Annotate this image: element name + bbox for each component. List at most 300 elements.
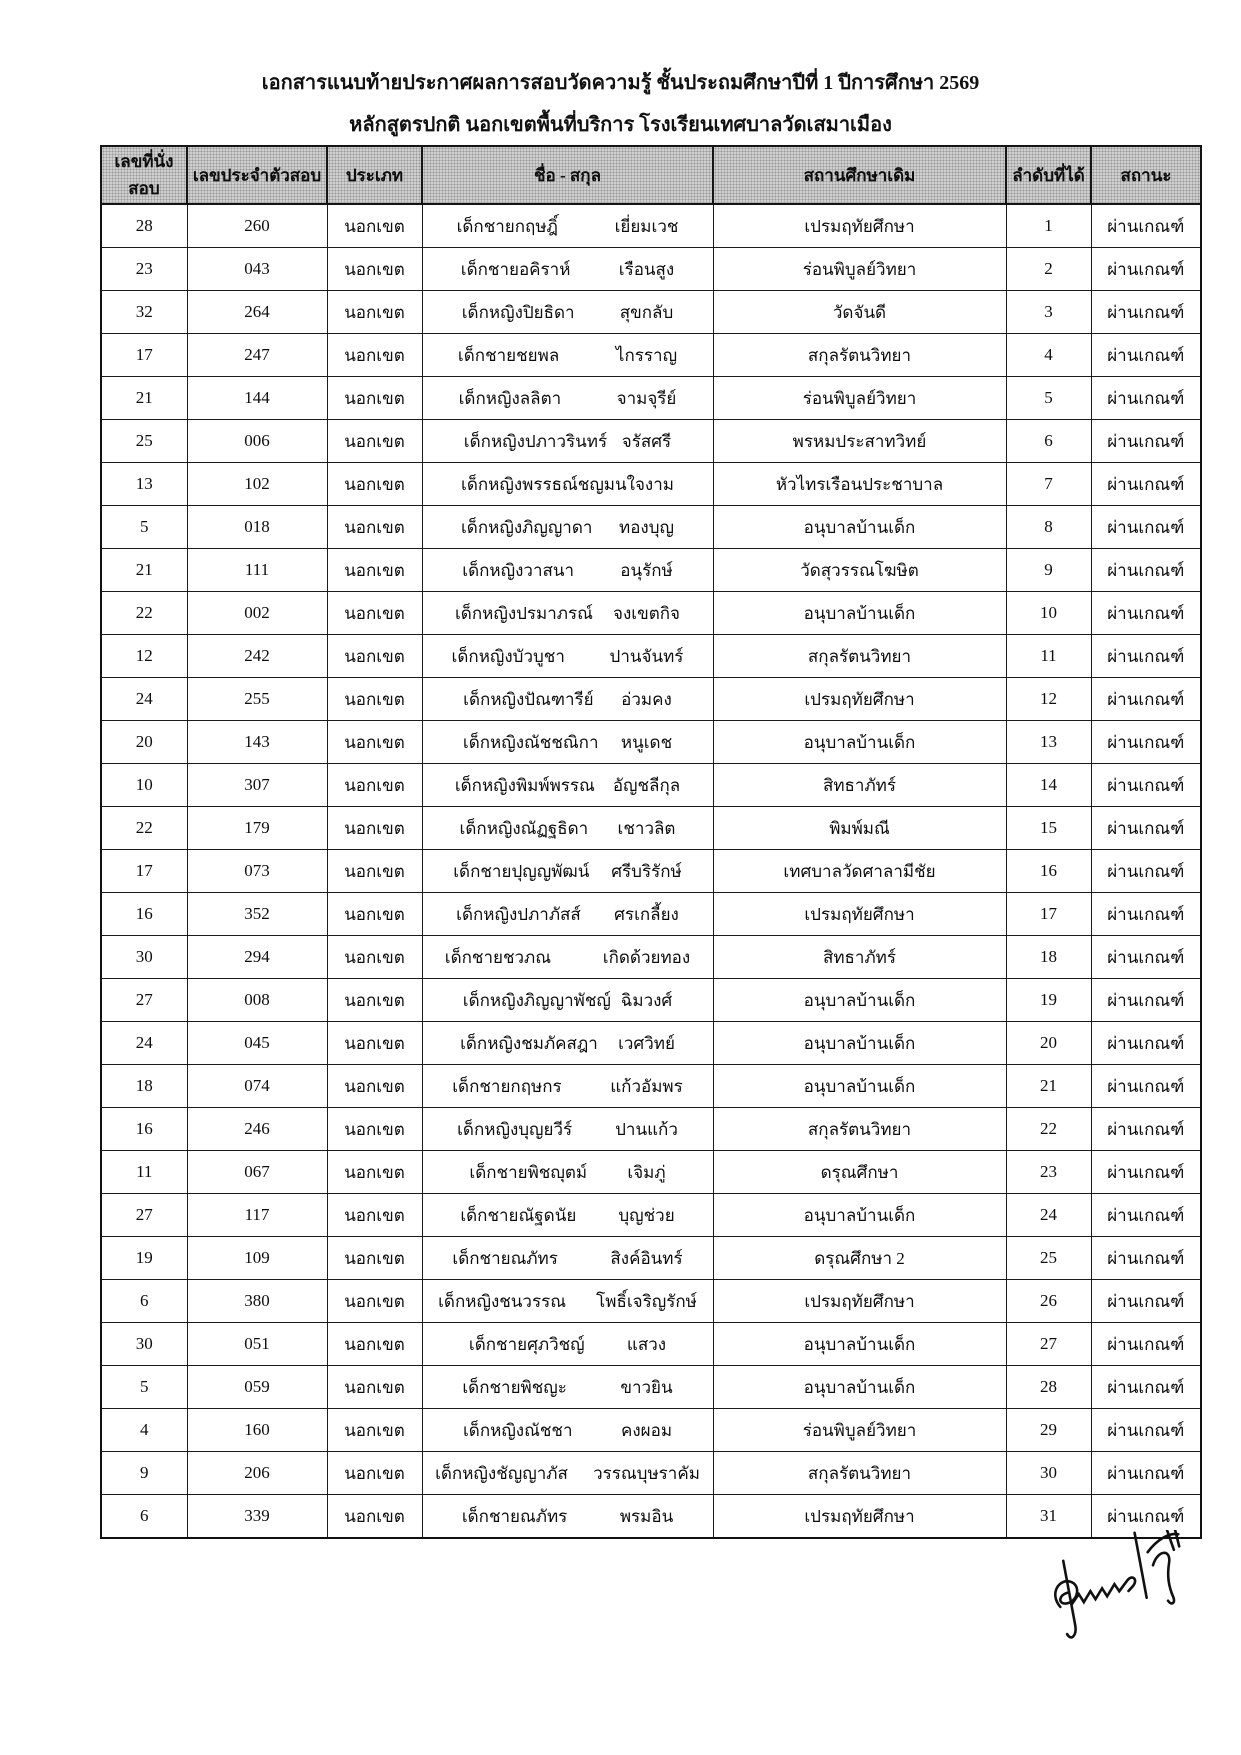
status-cell: ผ่านเกณฑ์	[1091, 463, 1201, 506]
first-name: เด็กหญิงชมภัคสฎา	[460, 1033, 598, 1053]
header-rank: ลำดับที่ได้	[1006, 146, 1091, 204]
exam-id-cell: 074	[187, 1065, 327, 1108]
first-name: เด็กหญิงณัชชา	[462, 1420, 573, 1440]
last-name: อนุรักษ์	[620, 560, 673, 580]
exam-id-cell: 117	[187, 1194, 327, 1237]
last-name: จามจุรีย์	[616, 388, 677, 408]
former-school-cell: อนุบาลบ้านเด็ก	[713, 592, 1006, 635]
table-row	[101, 721, 1201, 764]
exam-id-cell: 144	[187, 377, 327, 420]
status-cell: ผ่านเกณฑ์	[1091, 549, 1201, 592]
last-name: เชาวลิต	[617, 818, 676, 838]
first-name: เด็กชายกฤษฎิ์	[456, 216, 558, 236]
header-exam-id: เลขประจำตัวสอบ	[187, 146, 327, 204]
exam-id-cell: 111	[187, 549, 327, 592]
name-cell	[422, 678, 713, 721]
status-cell: ผ่านเกณฑ์	[1091, 248, 1201, 291]
status-cell: ผ่านเกณฑ์	[1091, 1452, 1201, 1495]
seat-number-cell: 32	[101, 291, 187, 334]
former-school-cell: อนุบาลบ้านเด็ก	[713, 506, 1006, 549]
rank-cell: 19	[1006, 979, 1091, 1022]
rank-cell: 8	[1006, 506, 1091, 549]
header-type: ประเภท	[327, 146, 422, 204]
last-name: อ่วมคง	[621, 689, 672, 709]
name-cell	[422, 893, 713, 936]
rank-cell: 9	[1006, 549, 1091, 592]
name-cell	[422, 204, 713, 248]
rank-cell: 10	[1006, 592, 1091, 635]
exam-id-cell: 255	[187, 678, 327, 721]
rank-cell: 12	[1006, 678, 1091, 721]
last-name: ศรีบริรักษ์	[611, 861, 682, 881]
page-subtitle: หลักสูตรปกติ นอกเขตพื้นที่บริการ โรงเรียนเทศบาลวัดเสมาเมือง	[349, 114, 892, 136]
first-name: เด็กหญิงณัฏฐธิดา	[459, 818, 589, 838]
seat-number-cell: 12	[101, 635, 187, 678]
table-row	[101, 1366, 1201, 1409]
type-cell: นอกเขต	[327, 549, 422, 592]
first-name: เด็กชายชยพล	[457, 345, 560, 365]
type-cell: นอกเขต	[327, 592, 422, 635]
first-name: เด็กหญิงบุญยวีร์	[457, 1119, 573, 1139]
exam-id-cell: 160	[187, 1409, 327, 1452]
former-school-cell: พิมพ์มณี	[713, 807, 1006, 850]
rank-cell: 27	[1006, 1323, 1091, 1366]
exam-id-cell: 339	[187, 1495, 327, 1539]
last-name: สุขกลับ	[619, 302, 674, 322]
last-name: เกิดด้วยทอง	[602, 947, 691, 967]
first-name: เด็กหญิงชนวรรณ	[438, 1291, 566, 1311]
last-name: ปานแก้ว	[615, 1119, 678, 1139]
table-row	[101, 1237, 1201, 1280]
seat-number-cell: 11	[101, 1151, 187, 1194]
former-school-cell: สิทธาภัทร์	[713, 764, 1006, 807]
results-table-body	[101, 204, 1201, 1538]
exam-id-cell: 006	[187, 420, 327, 463]
last-name: อัญชลีกุล	[612, 775, 681, 795]
former-school-cell: สกุลรัตนวิทยา	[713, 635, 1006, 678]
table-row	[101, 506, 1201, 549]
last-name: จรัสศรี	[621, 431, 672, 451]
rank-cell: 14	[1006, 764, 1091, 807]
type-cell: นอกเขต	[327, 463, 422, 506]
rank-cell: 28	[1006, 1366, 1091, 1409]
exam-id-cell: 109	[187, 1237, 327, 1280]
status-cell: ผ่านเกณฑ์	[1091, 1194, 1201, 1237]
table-row	[101, 1151, 1201, 1194]
first-name: เด็กหญิงลลิตา	[458, 388, 562, 408]
type-cell: นอกเขต	[327, 1237, 422, 1280]
former-school-cell: เปรมฤทัยศึกษา	[713, 204, 1006, 248]
last-name: เรือนสูง	[618, 259, 675, 279]
status-cell: ผ่านเกณฑ์	[1091, 721, 1201, 764]
seat-number-cell: 6	[101, 1495, 187, 1539]
table-row	[101, 1452, 1201, 1495]
seat-number-cell: 24	[101, 1022, 187, 1065]
first-name: เด็กหญิงภิญญาดา	[461, 517, 593, 537]
exam-id-cell: 051	[187, 1323, 327, 1366]
exam-id-cell: 242	[187, 635, 327, 678]
header-seat-number: เลขที่นั่งสอบ	[101, 146, 187, 204]
rank-cell: 22	[1006, 1108, 1091, 1151]
first-name: เด็กหญิงภิญญาพัชญ์	[462, 990, 611, 1010]
seat-number-cell: 30	[101, 936, 187, 979]
name-cell	[422, 936, 713, 979]
rank-cell: 3	[1006, 291, 1091, 334]
former-school-cell: ดรุณศึกษา	[713, 1151, 1006, 1194]
seat-number-cell: 22	[101, 592, 187, 635]
exam-id-cell: 247	[187, 334, 327, 377]
header-status: สถานะ	[1091, 146, 1201, 204]
table-row	[101, 850, 1201, 893]
rank-cell: 29	[1006, 1409, 1091, 1452]
type-cell: นอกเขต	[327, 936, 422, 979]
header-former-school: สถานศึกษาเดิม	[713, 146, 1006, 204]
seat-number-cell: 21	[101, 377, 187, 420]
exam-id-cell: 294	[187, 936, 327, 979]
seat-number-cell: 9	[101, 1452, 187, 1495]
first-name: เด็กชายอคิราห์	[460, 259, 571, 279]
type-cell: นอกเขต	[327, 506, 422, 549]
former-school-cell: อนุบาลบ้านเด็ก	[713, 1194, 1006, 1237]
first-name: เด็กชายพิชญุตม์	[469, 1162, 588, 1182]
name-cell	[422, 506, 713, 549]
name-cell	[422, 721, 713, 764]
name-cell	[422, 807, 713, 850]
status-cell: ผ่านเกณฑ์	[1091, 420, 1201, 463]
table-row	[101, 1022, 1201, 1065]
type-cell: นอกเขต	[327, 807, 422, 850]
name-cell	[422, 635, 713, 678]
name-cell	[422, 1151, 713, 1194]
type-cell: นอกเขต	[327, 248, 422, 291]
seat-number-cell: 17	[101, 850, 187, 893]
name-cell	[422, 764, 713, 807]
exam-id-cell: 045	[187, 1022, 327, 1065]
last-name: เจิมภู่	[627, 1162, 666, 1182]
first-name: เด็กหญิงปภาวรินทร์	[463, 431, 608, 451]
former-school-cell: พรหมประสาทวิทย์	[713, 420, 1006, 463]
former-school-cell: หัวไทรเรือนประชาบาล	[713, 463, 1006, 506]
status-cell: ผ่านเกณฑ์	[1091, 334, 1201, 377]
name-cell	[422, 248, 713, 291]
rank-cell: 13	[1006, 721, 1091, 764]
first-name: เด็กหญิงณัชชณิกา	[462, 732, 599, 752]
former-school-cell: อนุบาลบ้านเด็ก	[713, 1366, 1006, 1409]
table-row	[101, 635, 1201, 678]
rank-cell: 17	[1006, 893, 1091, 936]
rank-cell: 24	[1006, 1194, 1091, 1237]
rank-cell: 6	[1006, 420, 1091, 463]
table-row	[101, 204, 1201, 248]
seat-number-cell: 5	[101, 1366, 187, 1409]
name-cell	[422, 1495, 713, 1539]
type-cell: นอกเขต	[327, 764, 422, 807]
exam-id-cell: 018	[187, 506, 327, 549]
table-row	[101, 463, 1201, 506]
type-cell: นอกเขต	[327, 1151, 422, 1194]
rank-cell: 15	[1006, 807, 1091, 850]
first-name: เด็กชายกฤษกร	[452, 1076, 562, 1096]
rank-cell: 31	[1006, 1495, 1091, 1539]
rank-cell: 2	[1006, 248, 1091, 291]
first-name: เด็กหญิงพิมพ์พรรณ	[454, 775, 595, 795]
name-cell	[422, 1366, 713, 1409]
last-name: ปานจันทร์	[609, 646, 684, 666]
exam-id-cell: 246	[187, 1108, 327, 1151]
rank-cell: 1	[1006, 204, 1091, 248]
exam-id-cell: 008	[187, 979, 327, 1022]
last-name: เยี่ยมเวช	[614, 216, 679, 236]
name-cell	[422, 1452, 713, 1495]
name-cell	[422, 1409, 713, 1452]
former-school-cell: อนุบาลบ้านเด็ก	[713, 979, 1006, 1022]
type-cell: นอกเขต	[327, 204, 422, 248]
former-school-cell: เทศบาลวัดศาลามีชัย	[713, 850, 1006, 893]
exam-id-cell: 073	[187, 850, 327, 893]
type-cell: นอกเขต	[327, 1022, 422, 1065]
exam-id-cell: 067	[187, 1151, 327, 1194]
last-name: จงเขตกิจ	[613, 603, 680, 623]
status-cell: ผ่านเกณฑ์	[1091, 850, 1201, 893]
name-cell	[422, 592, 713, 635]
seat-number-cell: 27	[101, 1194, 187, 1237]
rank-cell: 11	[1006, 635, 1091, 678]
status-cell: ผ่านเกณฑ์	[1091, 979, 1201, 1022]
status-cell: ผ่านเกณฑ์	[1091, 506, 1201, 549]
seat-number-cell: 22	[101, 807, 187, 850]
type-cell: นอกเขต	[327, 1194, 422, 1237]
rank-cell: 21	[1006, 1065, 1091, 1108]
rank-cell: 16	[1006, 850, 1091, 893]
exam-id-cell: 264	[187, 291, 327, 334]
header-name-surname: ชื่อ - สกุล	[422, 146, 713, 204]
first-name: เด็กหญิงปิยธิดา	[461, 302, 575, 322]
name-cell	[422, 463, 713, 506]
last-name: ขาวยิน	[620, 1377, 673, 1397]
status-cell: ผ่านเกณฑ์	[1091, 1022, 1201, 1065]
type-cell: นอกเขต	[327, 678, 422, 721]
table-row	[101, 678, 1201, 721]
exam-id-cell: 059	[187, 1366, 327, 1409]
exam-id-cell: 043	[187, 248, 327, 291]
type-cell: นอกเขต	[327, 721, 422, 764]
table-row	[101, 1108, 1201, 1151]
former-school-cell: เปรมฤทัยศึกษา	[713, 1495, 1006, 1539]
first-name: เด็กหญิงชัญญาภัส	[435, 1463, 568, 1483]
rank-cell: 18	[1006, 936, 1091, 979]
former-school-cell: สิทธาภัทร์	[713, 936, 1006, 979]
former-school-cell: อนุบาลบ้านเด็ก	[713, 721, 1006, 764]
type-cell: นอกเขต	[327, 1452, 422, 1495]
first-name: เด็กหญิงปรมาภรณ์	[455, 603, 593, 623]
last-name: สิงค์อินทร์	[610, 1248, 683, 1268]
status-cell: ผ่านเกณฑ์	[1091, 1366, 1201, 1409]
former-school-cell: เปรมฤทัยศึกษา	[713, 893, 1006, 936]
type-cell: นอกเขต	[327, 291, 422, 334]
last-name: แสวง	[626, 1334, 667, 1354]
name-cell	[422, 1237, 713, 1280]
name-cell	[422, 549, 713, 592]
first-name: เด็กชายศุภวิชญ์	[468, 1334, 585, 1354]
name-cell	[422, 1280, 713, 1323]
last-name: แก้วอัมพร	[610, 1076, 683, 1096]
type-cell: นอกเขต	[327, 893, 422, 936]
table-row	[101, 377, 1201, 420]
name-cell	[422, 420, 713, 463]
name-cell	[422, 1022, 713, 1065]
rank-cell: 5	[1006, 377, 1091, 420]
seat-number-cell: 30	[101, 1323, 187, 1366]
former-school-cell: วัดจันดี	[713, 291, 1006, 334]
seat-number-cell: 10	[101, 764, 187, 807]
first-name: เด็กชายณภัทร	[461, 1506, 568, 1526]
exam-id-cell: 260	[187, 204, 327, 248]
type-cell: นอกเขต	[327, 1323, 422, 1366]
rank-cell: 25	[1006, 1237, 1091, 1280]
status-cell: ผ่านเกณฑ์	[1091, 1409, 1201, 1452]
type-cell: นอกเขต	[327, 420, 422, 463]
last-name: เวศวิทย์	[618, 1033, 675, 1053]
seat-number-cell: 5	[101, 506, 187, 549]
former-school-cell: วัดสุวรรณโฆษิต	[713, 549, 1006, 592]
rank-cell: 20	[1006, 1022, 1091, 1065]
status-cell: ผ่านเกณฑ์	[1091, 1065, 1201, 1108]
last-name: ฉิมวงศ์	[620, 990, 673, 1010]
table-row	[101, 420, 1201, 463]
type-cell: นอกเขต	[327, 377, 422, 420]
table-row	[101, 549, 1201, 592]
exam-id-cell: 102	[187, 463, 327, 506]
former-school-cell: ดรุณศึกษา 2	[713, 1237, 1006, 1280]
first-name: เด็กชายปุญญพัฒน์	[453, 861, 590, 881]
table-row	[101, 1323, 1201, 1366]
last-name: โพธิ์เจริญรักษ์	[596, 1291, 697, 1311]
status-cell: ผ่านเกณฑ์	[1091, 936, 1201, 979]
status-cell: ผ่านเกณฑ์	[1091, 678, 1201, 721]
last-name: ทองบุญ	[619, 517, 674, 537]
seat-number-cell: 23	[101, 248, 187, 291]
exam-id-cell: 206	[187, 1452, 327, 1495]
status-cell: ผ่านเกณฑ์	[1091, 592, 1201, 635]
table-row	[101, 1409, 1201, 1452]
name-cell	[422, 334, 713, 377]
status-cell: ผ่านเกณฑ์	[1091, 377, 1201, 420]
name-cell	[422, 1323, 713, 1366]
table-row	[101, 979, 1201, 1022]
status-cell: ผ่านเกณฑ์	[1091, 1280, 1201, 1323]
former-school-cell: สกุลรัตนวิทยา	[713, 334, 1006, 377]
former-school-cell: ร่อนพิบูลย์วิทยา	[713, 248, 1006, 291]
seat-number-cell: 28	[101, 204, 187, 248]
last-name: วรรณบุษราคัม	[593, 1463, 700, 1483]
seat-number-cell: 20	[101, 721, 187, 764]
seat-number-cell: 4	[101, 1409, 187, 1452]
table-row	[101, 893, 1201, 936]
table-row	[101, 592, 1201, 635]
last-name: ศรเกลี้ยง	[614, 904, 679, 924]
last-name: ใจงาม	[626, 474, 674, 494]
table-row	[101, 936, 1201, 979]
name-cell	[422, 1108, 713, 1151]
name-cell	[422, 291, 713, 334]
former-school-cell: อนุบาลบ้านเด็ก	[713, 1065, 1006, 1108]
seat-number-cell: 16	[101, 893, 187, 936]
status-cell: ผ่านเกณฑ์	[1091, 764, 1201, 807]
status-cell: ผ่านเกณฑ์	[1091, 1323, 1201, 1366]
name-cell	[422, 1194, 713, 1237]
seat-number-cell: 16	[101, 1108, 187, 1151]
former-school-cell: เปรมฤทัยศึกษา	[713, 1280, 1006, 1323]
status-cell: ผ่านเกณฑ์	[1091, 635, 1201, 678]
rank-cell: 30	[1006, 1452, 1091, 1495]
first-name: เด็กชายพิชญะ	[462, 1377, 567, 1397]
status-cell: ผ่านเกณฑ์	[1091, 893, 1201, 936]
exam-id-cell: 352	[187, 893, 327, 936]
first-name: เด็กชายณภัทร	[452, 1248, 558, 1268]
name-cell	[422, 377, 713, 420]
exam-id-cell: 002	[187, 592, 327, 635]
former-school-cell: ร่อนพิบูลย์วิทยา	[713, 1409, 1006, 1452]
status-cell: ผ่านเกณฑ์	[1091, 291, 1201, 334]
type-cell: นอกเขต	[327, 1409, 422, 1452]
type-cell: นอกเขต	[327, 1108, 422, 1151]
former-school-cell: สกุลรัตนวิทยา	[713, 1108, 1006, 1151]
type-cell: นอกเขต	[327, 979, 422, 1022]
first-name: เด็กหญิงวาสนา	[462, 560, 575, 580]
seat-number-cell: 21	[101, 549, 187, 592]
first-name: เด็กชายชวภณ	[444, 947, 552, 967]
seat-number-cell: 24	[101, 678, 187, 721]
first-name: เด็กหญิงบัวบูชา	[451, 646, 565, 666]
last-name: หนูเดช	[620, 732, 673, 752]
former-school-cell: สกุลรัตนวิทยา	[713, 1452, 1006, 1495]
header-row	[101, 146, 1201, 204]
status-cell: ผ่านเกณฑ์	[1091, 1151, 1201, 1194]
type-cell: นอกเขต	[327, 334, 422, 377]
first-name: เด็กหญิงปัณฑารีย์	[463, 689, 594, 709]
table-row	[101, 248, 1201, 291]
rank-cell: 7	[1006, 463, 1091, 506]
last-name: บุญช่วย	[618, 1205, 675, 1225]
type-cell: นอกเขต	[327, 1495, 422, 1539]
status-cell: ผ่านเกณฑ์	[1091, 1495, 1201, 1539]
seat-number-cell: 6	[101, 1280, 187, 1323]
status-cell: ผ่านเกณฑ์	[1091, 1237, 1201, 1280]
seat-number-cell: 13	[101, 463, 187, 506]
type-cell: นอกเขต	[327, 1065, 422, 1108]
last-name: คงผอม	[620, 1420, 673, 1440]
table-row	[101, 764, 1201, 807]
table-row	[101, 1194, 1201, 1237]
name-cell	[422, 1065, 713, 1108]
results-table	[100, 145, 1202, 1539]
table-row	[101, 1065, 1201, 1108]
page-title: เอกสารแนบท้ายประกาศผลการสอบวัดความรู้ ชั้นประถมศึกษาปีที่ 1 ปีการศึกษา 2569	[261, 72, 980, 94]
table-row	[101, 1280, 1201, 1323]
exam-id-cell: 380	[187, 1280, 327, 1323]
status-cell: ผ่านเกณฑ์	[1091, 807, 1201, 850]
seat-number-cell: 17	[101, 334, 187, 377]
type-cell: นอกเขต	[327, 1366, 422, 1409]
former-school-cell: ร่อนพิบูลย์วิทยา	[713, 377, 1006, 420]
former-school-cell: อนุบาลบ้านเด็ก	[713, 1323, 1006, 1366]
seat-number-cell: 18	[101, 1065, 187, 1108]
table-row	[101, 807, 1201, 850]
results-table-header	[101, 146, 1201, 204]
status-cell: ผ่านเกณฑ์	[1091, 1108, 1201, 1151]
table-row	[101, 334, 1201, 377]
last-name: ไกรราญ	[615, 345, 678, 365]
